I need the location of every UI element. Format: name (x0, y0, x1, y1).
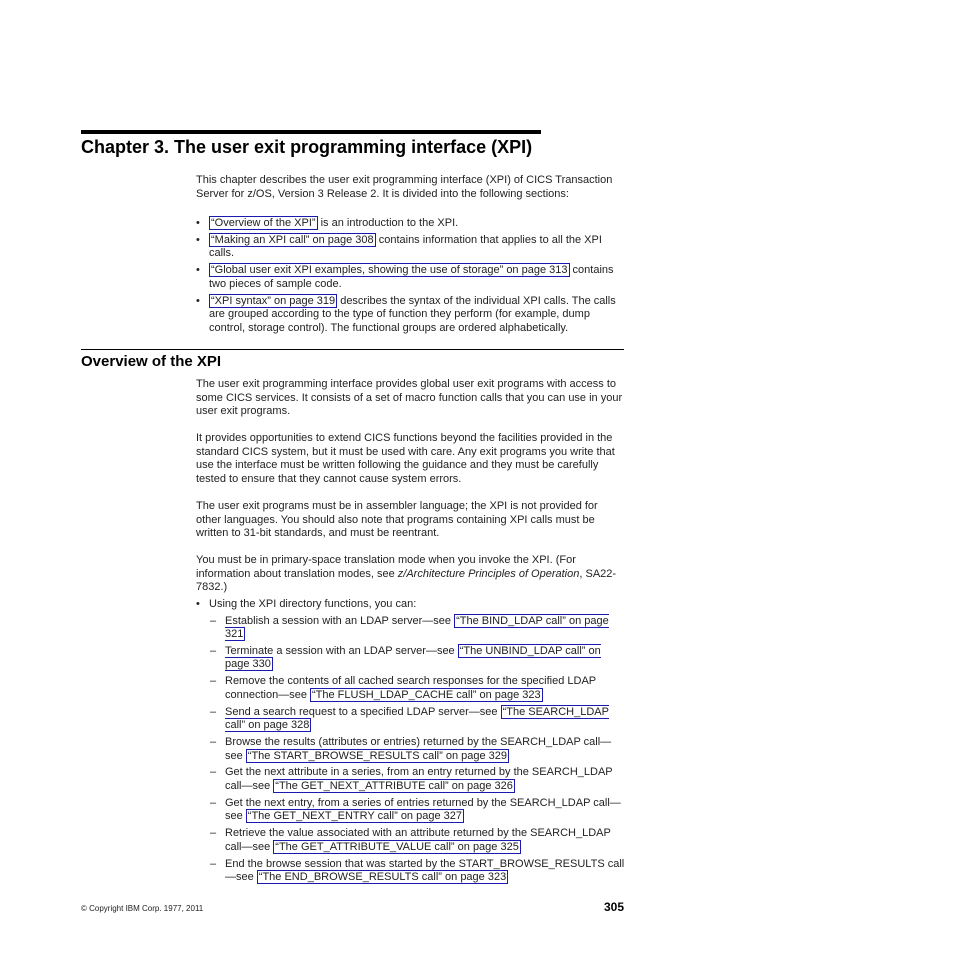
item-text: is an introduction to the XPI. (317, 217, 459, 229)
directory-item (209, 797, 626, 824)
xref-link[interactable]: “Making an XPI call” on page 308 (211, 233, 374, 246)
dash-icon: – (210, 614, 217, 627)
intro-item (196, 234, 626, 261)
directory-item (209, 645, 626, 672)
directory-item (209, 858, 626, 885)
overview-paragraph: It provides opportunities to extend CICS functions beyond the facilities provided in the standard CICS system, but it must be used with care. Any exit programs you write that use the interface must be written following the guidance and they must be carefully tested to ensure that they cannot cause system errors. (196, 432, 615, 485)
section-rule (81, 349, 624, 350)
xref-link[interactable]: “The GET_NEXT_ENTRY call” on page 327 (247, 810, 462, 823)
overview-paragraph: The user exit programs must be in assembler language; the XPI is not provided for other languages. You should also note that programs containing XPI calls must be written to 31-bit standards, and must be reentrant. (196, 500, 598, 539)
bullet-icon: • (196, 217, 200, 229)
directory-functions (209, 615, 626, 885)
dash-icon: – (210, 796, 217, 809)
dash-icon: – (210, 857, 217, 870)
xref-link[interactable]: “Global user exit XPI examples, showing the use of storage” on page 313 (211, 264, 568, 277)
xref-link[interactable]: “Overview of the XPI” (211, 217, 316, 229)
page-number: 305 (603, 900, 624, 914)
item-text: contains information that applies to all the XPI calls. (209, 233, 602, 260)
item-text: Retrieve the value associated with an attribute returned by the SEARCH_LDAP call—see (225, 827, 611, 853)
item-text: Browse the results (attributes or entries) returned by the SEARCH_LDAP call—see (225, 736, 612, 762)
xref-link[interactable]: “The GET_NEXT_ATTRIBUTE call” on page 326 (275, 779, 513, 792)
dash-icon: – (210, 827, 217, 840)
xref-link[interactable]: “The SEARCH_LDAP call” on page 328 (225, 705, 609, 732)
intro-item (196, 264, 626, 291)
bullet-icon: • (196, 598, 200, 610)
dash-icon: – (210, 766, 217, 779)
item-text: Establish a session with an LDAP server—see (225, 614, 455, 627)
directory-item (209, 615, 626, 642)
xref-link[interactable]: “XPI syntax” on page 319 (211, 294, 336, 307)
directory-item (209, 827, 626, 854)
dash-icon: – (210, 736, 217, 749)
bullet-icon: • (196, 233, 200, 246)
intro-list (196, 217, 626, 339)
dash-icon: – (210, 644, 217, 657)
directory-item (209, 736, 626, 763)
overview-paragraph: The user exit programming interface provides global user exit programs with access to some CICS services. It consists of a set of macro function calls that you can use in your user exit programs. (196, 378, 623, 417)
directory-list (196, 598, 626, 888)
mode-text: , SA22-7832.) (196, 567, 617, 593)
xref-link[interactable]: “The START_BROWSE_RESULTS call” on page 329 (247, 749, 508, 762)
item-text: Remove the contents of all cached search responses for the specified LDAP connection—see (225, 675, 596, 701)
item-text: Terminate a session with an LDAP server—see (225, 644, 458, 657)
item-text: Get the next entry, from a series of entries returned by the SEARCH_LDAP call—see (225, 796, 621, 823)
directory-intro-item (196, 598, 626, 885)
xref-link[interactable]: “The GET_ATTRIBUTE_VALUE call” on page 325 (275, 840, 519, 853)
bullet-icon: • (196, 264, 200, 277)
book-title: z/Architecture Principles of Operation (397, 567, 580, 580)
xref-link[interactable]: “The UNBIND_LDAP call” on page 330 (225, 644, 601, 671)
item-text: End the browse session that was started by the START_BROWSE_RESULTS call—see (225, 857, 625, 884)
intro-item (196, 217, 626, 231)
directory-item (209, 766, 626, 793)
dash-icon: – (210, 675, 217, 688)
intro-item (196, 295, 626, 336)
intro-paragraph: This chapter describes the user exit programming interface (XPI) of CICS Transaction Server for z/OS, Version 3 Release 2. It is divided into the following sections: (196, 174, 613, 200)
xref-link[interactable]: “The BIND_LDAP call” on page 321 (225, 614, 609, 640)
chapter-rule (81, 130, 541, 134)
directory-item (209, 675, 626, 702)
copyright-notice: © Copyright IBM Corp. 1977, 2011 (81, 904, 204, 913)
item-text: describes the syntax of the individual XPI calls. The calls are grouped according to the type of function they perform (for example, dump control, storage control). The functional groups are ordered alphabetically. (209, 294, 616, 334)
xref-link[interactable]: “The END_BROWSE_RESULTS call” on page 323 (258, 871, 507, 884)
dash-icon: – (210, 705, 217, 718)
xref-link[interactable]: “The FLUSH_LDAP_CACHE call” on page 323 (312, 688, 541, 701)
chapter-title: Chapter 3. The user exit programming interface (XPI) (81, 137, 533, 157)
bullet-icon: • (196, 294, 200, 307)
mode-text: You must be in primary-space translation mode when you invoke the XPI. (For information about translation modes, see (196, 554, 576, 580)
item-text: contains two pieces of sample code. (209, 264, 614, 290)
directory-item (209, 706, 626, 733)
section-title: Overview of the XPI (81, 353, 222, 370)
item-text: Send a search request to a specified LDAP server—see (225, 705, 501, 718)
item-text: Get the next attribute in a series, from an entry returned by the SEARCH_LDAP call—see (225, 766, 613, 792)
translation-mode-paragraph (196, 554, 624, 595)
item-text: Using the XPI directory functions, you can: (209, 598, 417, 610)
